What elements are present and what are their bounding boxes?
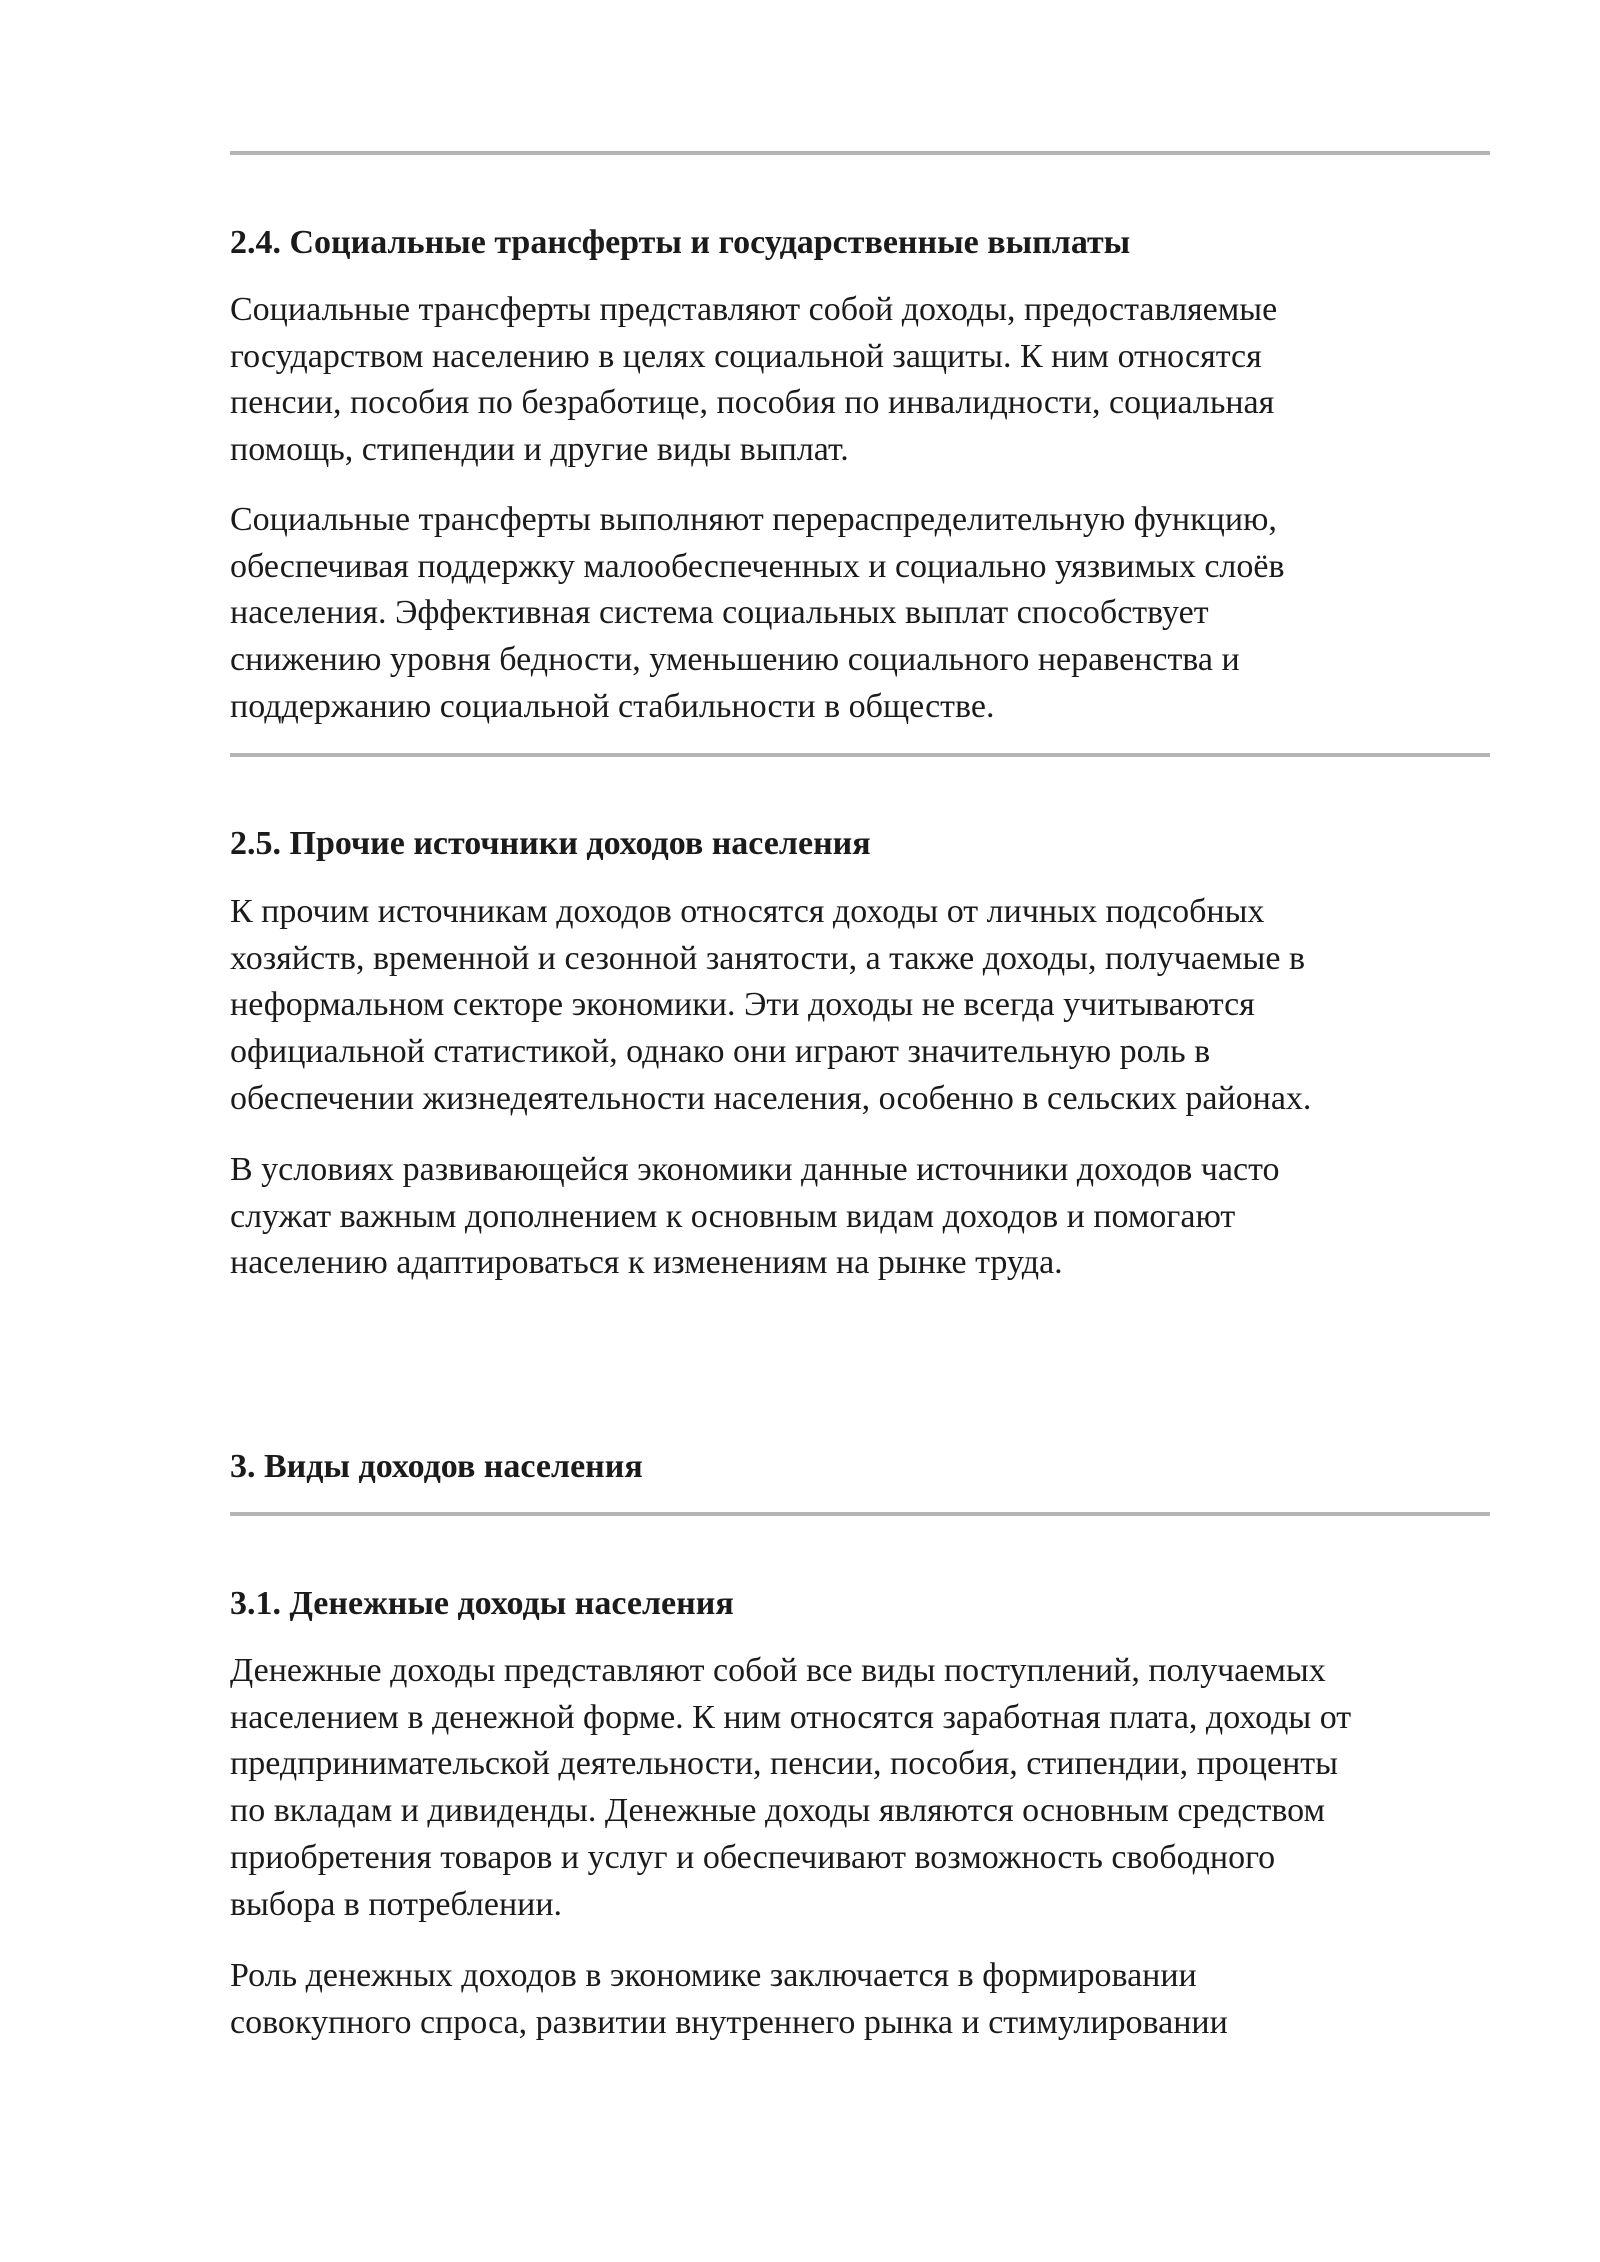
paragraph-3-1-1: Денежные доходы представляют собой все виды поступлений, получаемых населением в денежной форме. К ним относятся заработная плата, доходы от предпринимательской деятельности, пенсии, пособия, стипендии, проценты по вкладам и дивиденды. Денежные доходы являются основным средством приобретения товаров и услуг и обеспечивают возможность свободного выбора в потреблении.: [230, 1652, 1352, 1923]
section-heading-3-1: 3.1. Денежные доходы населения: [230, 1585, 734, 1622]
section-divider: [230, 753, 1490, 757]
paragraph-2-5-1: К прочим источникам доходов относятся доходы от личных подсобных хозяйств, временной и сезонной занятости, а также доходы, получаемые в неформальном секторе экономики. Эти доходы не всегда учитываются официальной статистикой, однако они играют значительную роль в обеспечении жизнедеятельности населения, особенно в сельских районах.: [230, 893, 1312, 1117]
paragraph-2-4-1: Социальные трансферты представляют собой доходы, предоставляемые государством населению в целях социальной защиты. К ним относятся пенсии, пособия по безработице, пособия по инвалидности, социальная помощь, стипендии и другие виды выплат.: [230, 291, 1278, 469]
paragraph-2-4-2: Социальные трансферты выполняют перераспределительную функцию, обеспечивая поддержку малообеспеченных и социально уязвимых слоёв населения. Эффективная система социальных выплат способствует снижению уровня бедности, уменьшению социального неравенства и поддержанию социальной стабильности в обществе.: [230, 501, 1285, 725]
paragraph-3-1-2: Роль денежных доходов в экономике заключается в формировании совокупного спроса, развитии внутреннего рынка и стимулировании: [230, 1957, 1228, 2041]
chapter-heading-3: 3. Виды доходов населения: [230, 1448, 643, 1485]
section-heading-2-5: 2.5. Прочие источники доходов населения: [230, 825, 871, 862]
section-divider: [230, 1512, 1490, 1516]
section-heading-2-4: 2.4. Социальные трансферты и государственные выплаты: [230, 224, 1131, 261]
paragraph-2-5-2: В условиях развивающейся экономики данные источники доходов часто служат важным дополнением к основным видам доходов и помогают населению адаптироваться к изменениям на рынке труда.: [230, 1151, 1280, 1282]
section-divider: [230, 151, 1490, 155]
